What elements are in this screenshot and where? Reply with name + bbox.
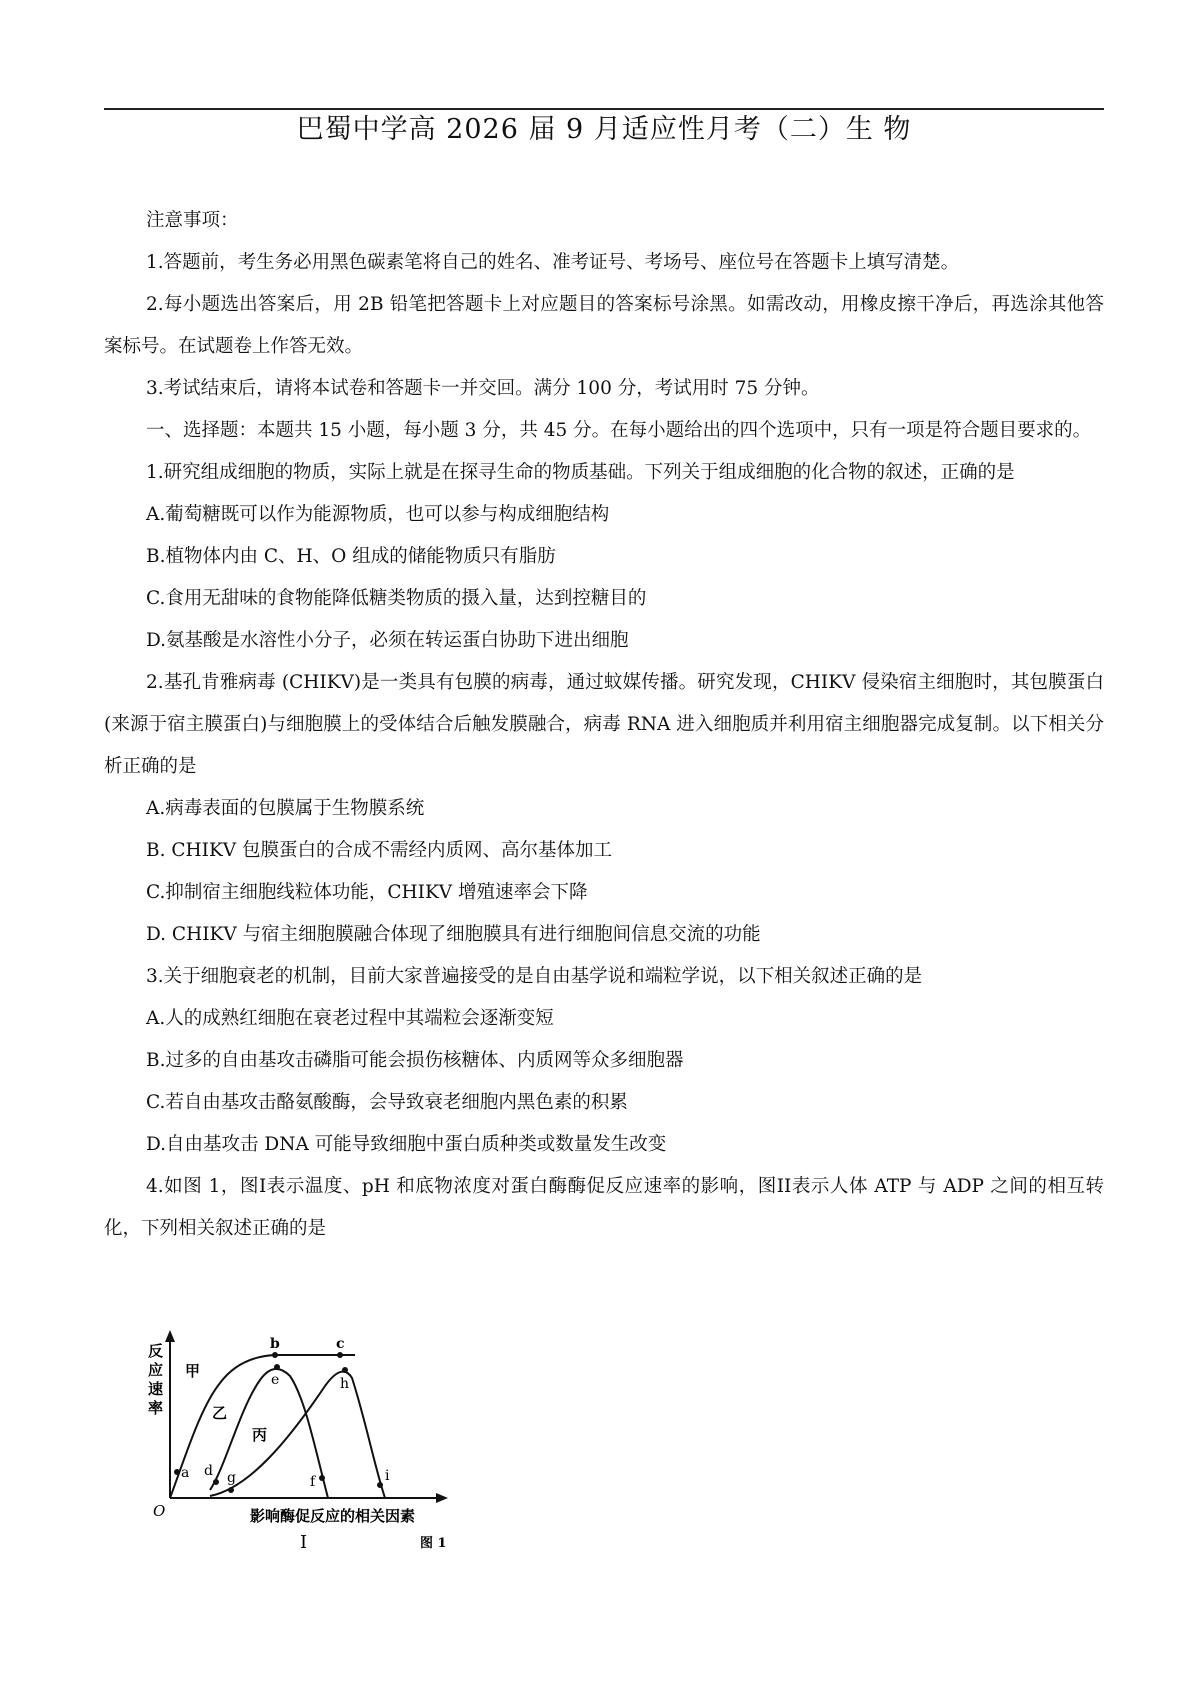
point-g [228,1487,234,1493]
label-g: g [227,1470,236,1486]
curve-label-jia: 甲 [185,1362,201,1380]
question-option: B.植物体内由 C、H、O 组成的储能物质只有脂肪 [146,546,556,567]
x-axis-label: 影响酶促反应的相关因素 [250,1507,416,1525]
enzyme-rate-diagram [140,1318,530,1558]
enzyme-rate-figure [140,1318,530,1558]
question-option: A.人的成熟红细胞在衰老过程中其端粒会逐渐变短 [146,1008,554,1029]
question-stem: 4.如图 1，图I表示温度、pH 和底物浓度对蛋白酶酶促反应速率的影响，图II表示人体 ATP 与 ADP 之间的相互转化，下列相关叙述正确的是 [104,1176,1104,1239]
curve-label-bing: 丙 [252,1426,268,1444]
label-c: c [336,1336,345,1352]
notes-heading: 注意事项： [146,210,239,231]
exam-content [104,200,1104,1250]
question-option: B. CHIKV 包膜蛋白的合成不需经内质网、高尔基体加工 [146,840,613,861]
curve-label-yi: 乙 [212,1404,228,1422]
point-h [342,1367,348,1373]
x-axis-arrow [436,1493,448,1503]
label-h: h [340,1376,350,1392]
point-b [272,1352,278,1358]
question-option: D.自由基攻击 DNA 可能导致细胞中蛋白质种类或数量发生改变 [146,1134,667,1155]
note-item: 1.答题前，考生务必用黑色碳素笔将自己的姓名、准考证号、考场号、座位号在答题卡上填写清楚。 [146,252,960,273]
point-i [377,1482,383,1488]
y-axis-label-char: 反 [148,1342,164,1360]
question-stem: 2.基孔肯雅病毒 (CHIKV)是一类具有包膜的病毒，通过蚊媒传播。研究发现，CHIKV 侵染宿主细胞时，其包膜蛋白(来源于宿主膜蛋白)与细胞膜上的受体结合后触发膜融合，病毒 RNA 进入细胞质并利用宿主细胞器完成复制。以下相关分析正确的是 [104,672,1104,777]
y-axis-arrow [165,1330,175,1342]
question-stem: 3.关于细胞衰老的机制，目前大家普遍接受的是自由基学说和端粒学说，以下相关叙述正确的是 [146,966,923,987]
figure-caption: 图 1 [420,1536,447,1551]
question-option: B.过多的自由基攻击磷脂可能会损伤核糖体、内质网等众多细胞器 [146,1050,684,1071]
label-d: d [204,1463,213,1479]
question-option: D. CHIKV 与宿主细胞膜融合体现了细胞膜具有进行细胞间信息交流的功能 [146,924,761,945]
section-heading: 一、选择题：本题共 15 小题，每小题 3 分，共 45 分。在每小题给出的四个选项中，只有一项是符合题目要求的。 [146,420,1092,441]
question-option: D.氨基酸是水溶性小分子，必须在转运蛋白协助下进出细胞 [146,630,629,651]
point-a [174,1469,180,1475]
question-option: C.若自由基攻击酪氨酸酶，会导致衰老细胞内黑色素的积累 [146,1092,628,1113]
point-d [213,1479,219,1485]
note-item: 2.每小题选出答案后，用 2B 铅笔把答题卡上对应题目的答案标号涂黑。如需改动，用橡皮擦干净后，再选涂其他答案标号。在试题卷上作答无效。 [104,294,1104,357]
question-option: A.病毒表面的包膜属于生物膜系统 [146,798,425,819]
question-option: C.食用无甜味的食物能降低糖类物质的摄入量，达到控糖目的 [146,588,647,609]
exam-title: 巴蜀中学高 2026 届 9 月适应性月考（二）生 物 [296,114,912,145]
panel-label: I [300,1532,308,1553]
y-axis-label-char: 应 [148,1361,164,1379]
label-e: e [271,1372,280,1388]
point-f [319,1475,325,1481]
label-i: i [385,1468,390,1484]
question-option: C.抑制宿主细胞线粒体功能，CHIKV 增殖速率会下降 [146,882,588,903]
question-option: A.葡萄糖既可以作为能源物质，也可以参与构成细胞结构 [146,504,610,525]
point-e [274,1364,280,1370]
origin-label: O [153,1502,166,1520]
label-f: f [310,1474,316,1490]
y-axis-label-char: 速 [148,1380,164,1398]
y-axis-label-char: 率 [148,1399,164,1417]
point-c [337,1352,343,1358]
label-b: b [270,1336,280,1352]
note-item: 3.考试结束后，请将本试卷和答题卡一并交回。满分 100 分，考试用时 75 分钟。 [146,378,820,399]
question-stem: 1.研究组成细胞的物质，实际上就是在探寻生命的物质基础。下列关于组成细胞的化合物的叙述，正确的是 [146,462,1015,483]
label-a: a [181,1465,190,1481]
